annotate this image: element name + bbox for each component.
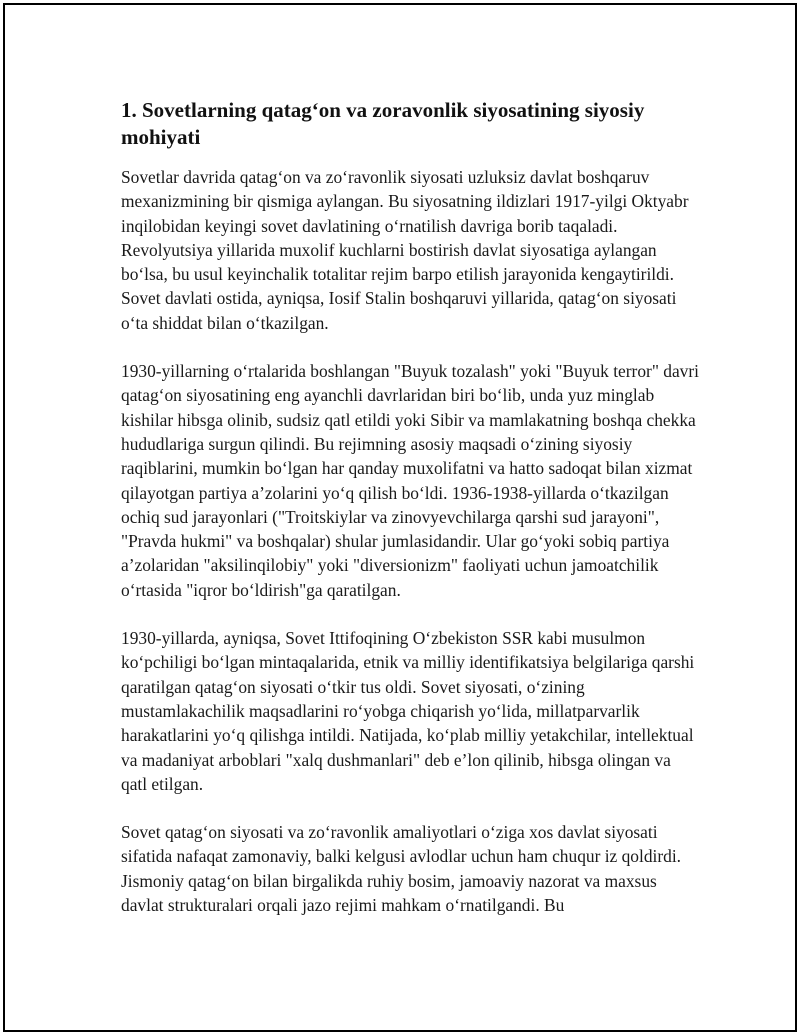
page-frame [3, 3, 797, 1032]
paragraph-3: 1930-yillarda, ayniqsa, Sovet Ittifoqining O‘zbekiston SSR kabi musulmon ko‘pchiligi bo‘lgan mintaqalarida, etnik va milliy identifikatsiya belgilariga qarshi qaratilgan qatag‘on siyosati o‘tkir tus oldi. Sovet siyosati, o‘zining mustamlakachilik maqsadlarini ro‘yobga chiqarish yo‘lida, millatparvarlik harakatlarini yo‘q qilishga intildi. Natijada, ko‘plab milliy yetakchilar, intellektual va madaniyat arboblari "xalq dushmanlari" deb e’lon qilinib, hibsga olingan va qatl etilgan. [121, 628, 695, 794]
paragraph-2: 1930-yillarning o‘rtalarida boshlangan "Buyuk tozalash" yoki "Buyuk terror" davri qatag‘on siyosatining eng ayanchli davrlaridan biri bo‘lib, unda yuz minglab kishilar hibsga olinib, sudsiz qatl etildi yoki Sibir va mamlakatning boshqa chekka hududlariga surgun qilindi. Bu rejimning asosiy maqsadi o‘zining siyosiy raqiblarini, mumkin bo‘lgan har qanday muxolifatni va hatto sadoqat bilan xizmat qilayotgan partiya a’zolarini yo‘q qilish bo‘ldi. 1936-1938-yillarda o‘tkazilgan ochiq sud jarayonlari ("Troitskiylar va zinovyevchilarga qarshi sud jarayoni", "Pravda hukmi" va boshqalar) shular jumlasidandir. Ular go‘yoki sobiq partiya a’zolaridan "aksilinqilobiy" yoki "diversionizm" faoliyati uchun jamoatchilik o‘rtasida "iqror bo‘ldirish"ga qaratilgan. [121, 361, 700, 600]
paragraph-1: Sovetlar davrida qatag‘on va zo‘ravonlik siyosati uzluksiz davlat boshqaruv mexanizmining bir qismiga aylangan. Bu siyosatning ildizlari 1917-yilgi Oktyabr inqilobidan keyingi sovet davlatining o‘rnatilish davriga borib taqaladi. Revolyutsiya yillarida muxolif kuchlarni bostirish davlat siyosatiga aylangan bo‘lsa, bu usul keyinchalik totalitar rejim barpo etilish jarayonida kengaytirildi. Sovet davlati ostida, ayniqsa, Iosif Stalin boshqaruvi yillarida, qatag‘on siyosati o‘ta shiddat bilan o‘tkazilgan. [121, 167, 689, 333]
document-body [121, 97, 699, 941]
section-heading: 1. Sovetlarning qatag‘on va zoravonlik siyosatining siyosiy mohiyati [121, 98, 645, 149]
paragraph-4: Sovet qatag‘on siyosati va zo‘ravonlik amaliyotlari o‘ziga xos davlat siyosati sifatida nafaqat zamonaviy, balki kelgusi avlodlar uchun ham chuqur iz qoldirdi. Jismoniy qatag‘on bilan birgalikda ruhiy bosim, jamoaviy nazorat va maxsus davlat strukturalari orqali jazo rejimi mahkam o‘rnatilgandi. Bu [121, 822, 682, 916]
